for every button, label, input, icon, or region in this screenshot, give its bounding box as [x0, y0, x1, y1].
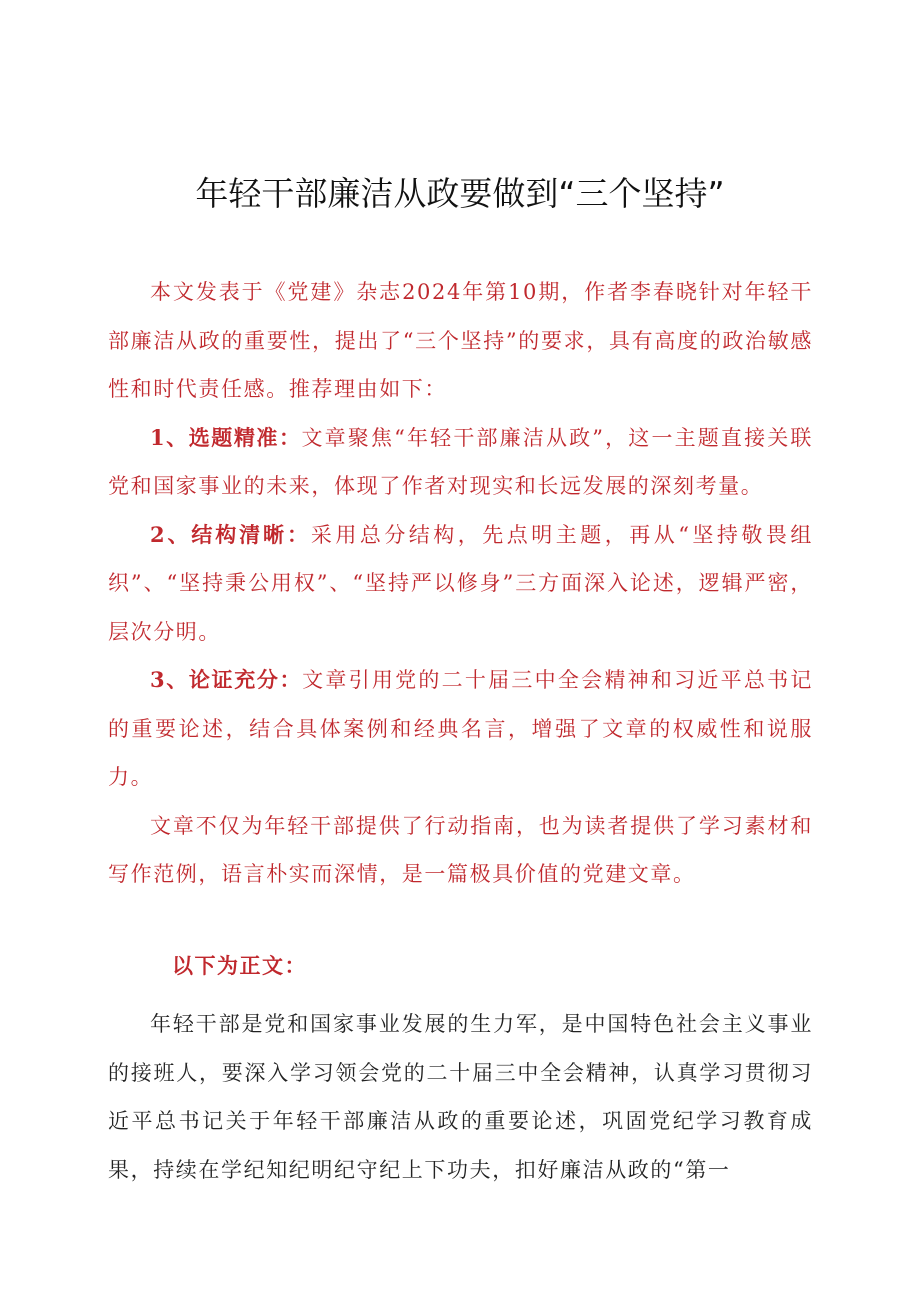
body-paragraph: 年轻干部是党和国家事业发展的生力军，是中国特色社会主义事业的接班人，要深入学习领会党的二十届三中全会精神，认真学习贯彻习近平总书记关于年轻干部廉洁从政的重要论述，巩固党纪学习教育成果，持续在学纪知纪明纪守纪上下功夫，扣好廉洁从政的“第一: [108, 1012, 813, 1182]
intro-paragraph: 本文发表于《党建》杂志2024年第10期，作者李春晓针对年轻干部廉洁从政的重要性，提出了“三个坚持”的要求，具有高度的政治敏感性和时代责任感。推荐理由如下：: [108, 280, 813, 401]
document-title: 年轻干部廉洁从政要做到“三个坚持”: [195, 174, 725, 213]
reason-lead: 3、论证充分：: [150, 667, 303, 692]
reason-item: [108, 656, 813, 802]
section-label: 以下为正文：: [172, 953, 307, 978]
reason-text: 文章引用党的二十届三中全会精神和习近平总书记的重要论述，结合具体案例和经典名言，增强了文章的权威性和说服力。: [108, 668, 813, 789]
recommendation-block: [108, 268, 813, 899]
reason-text: 采用总分结构，先点明主题，再从“坚持敬畏组织”、“坚持秉公用权”、“坚持严以修身”三方面深入论述，逻辑严密，层次分明。: [108, 522, 813, 644]
reason-item: [108, 414, 813, 511]
reason-lead: 1、选题精准：: [150, 424, 302, 450]
reason-text: 文章聚焦“年轻干部廉洁从政”，这一主题直接关联党和国家事业的未来，体现了作者对现实和长远发展的深刻考量。: [108, 425, 813, 498]
reason-lead: 2、结构清晰：: [150, 521, 311, 547]
closing-paragraph: 文章不仅为年轻干部提供了行动指南，也为读者提供了学习素材和写作范例，语言朴实而深情，是一篇极具价值的党建文章。: [108, 813, 813, 886]
main-text: [108, 1000, 813, 1194]
reason-item: [108, 511, 813, 657]
